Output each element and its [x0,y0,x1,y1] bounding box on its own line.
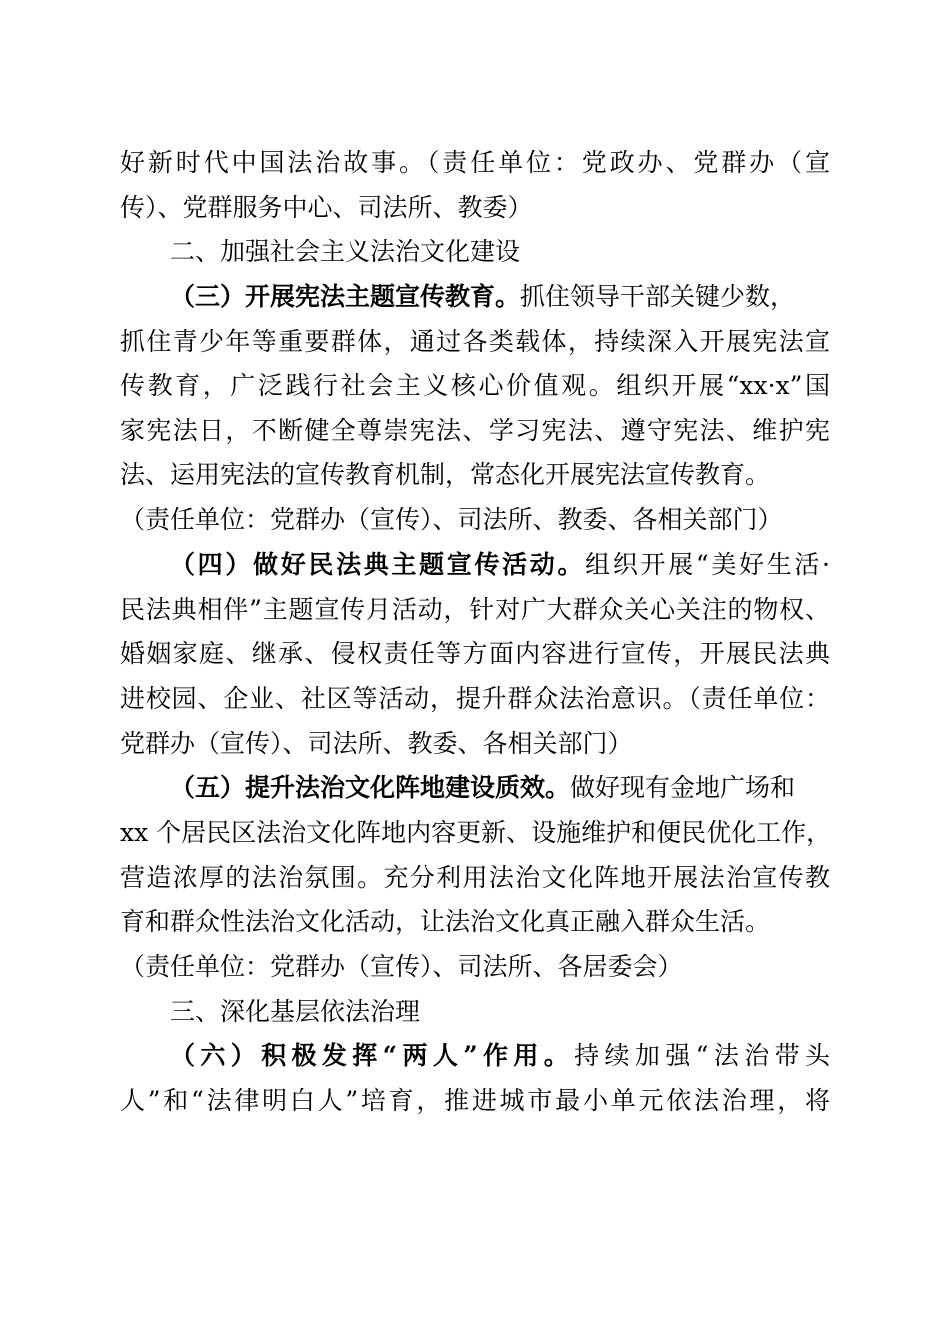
paragraph-3-line [170,277,830,317]
section-heading-2: 二、加强社会主义法治文化建设 [170,237,521,266]
body-line: 法、运用宪法的宣传教育机制，常态化开展宪法宣传教育。 [120,460,771,489]
section-heading-3: 三、深化基层依法治理 [170,997,421,1026]
body-line: （责任单位：党群办（宣传）、司法所、各居委会） [120,952,683,981]
paragraph-3-text: 抓住领导干部关键少数， [520,282,796,311]
body-line: 好新时代中国法治故事。（责任单位：党政办、党群办（宣 [120,148,830,177]
paragraph-4-line [170,545,830,585]
body-line: 营造浓厚的法治氛围。充分利用法治文化阵地开展法治宣传教 [120,863,830,892]
body-line: 传）、党群服务中心、司法所、教委） [120,193,533,222]
paragraph-6-title: （六）积极发挥“两人”作用。 [170,1041,575,1070]
body-line: 人”和“法律明白人”培育，推进城市最小单元依法治理，将 [120,1086,830,1115]
body-line: 婚姻家庭、继承、侵权责任等方面内容进行宣传，开展民法典 [120,639,830,668]
body-line: 家宪法日，不断健全尊崇宪法、学习宪法、遵守宪法、维护宪 [120,416,830,445]
paragraph-5-title: （五）提升法治文化阵地建设质效。 [170,773,571,802]
body-line: 党群办（宣传）、司法所、教委、各相关部门） [120,729,633,758]
body-line: xx 个居民区法治文化阵地内容更新、设施维护和便民优化工作， [120,818,832,847]
body-line: 民法典相伴”主题宣传月活动，针对广大群众关心关注的物权、 [120,595,830,624]
body-line: 传教育，广泛践行社会主义核心价值观。组织开展“xx·x”国 [120,371,830,400]
body-line: 进校园、企业、社区等活动，提升群众法治意识。（责任单位： [120,684,830,713]
paragraph-5-line [170,768,830,808]
paragraph-3-title: （三）开展宪法主题宣传教育。 [170,282,521,311]
body-line: 抓住青少年等重要群体，通过各类载体，持续深入开展宪法宣 [120,327,830,356]
paragraph-4-title: （四）做好民法典主题宣传活动。 [170,550,586,579]
body-line: （责任单位：党群办（宣传）、司法所、教委、各相关部门） [120,505,783,534]
paragraph-4-text: 组织开展“美好生活· [585,550,830,579]
body-line: 育和群众性法治文化活动，让法治文化真正融入群众生活。 [120,907,771,936]
paragraph-6-line [170,1036,830,1076]
paragraph-6-text: 持续加强“法治带头 [574,1041,830,1070]
paragraph-5-text: 做好现有金地广场和 [570,773,796,802]
